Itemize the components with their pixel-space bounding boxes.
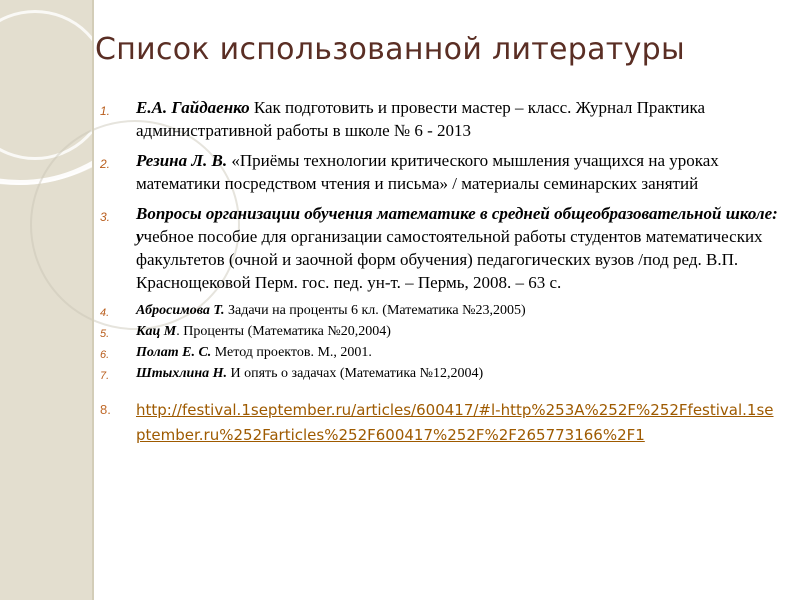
reference-number: 2.	[100, 157, 111, 171]
reference-author: Резина Л. В.	[136, 151, 228, 170]
reference-text: чебное пособие для организации самостоятельной работы студентов математических факультетов (очной и заочной форм обучения) педагогических вузов /под ред. В.П. Краснощековой Перм. гос. пед. ун-т. – Пермь, 2008. – 63 с.	[136, 227, 763, 292]
reference-link[interactable]: http://festival.1september.ru/articles/600417/#l-http%253A%252F%252Ffestival.1september.ru%252Farticles%252F600417%252F%2F265773166%2F1	[136, 401, 774, 444]
reference-number: 3.	[100, 210, 111, 224]
reference-author: Кац М	[136, 324, 177, 339]
decorative-vertical-line	[92, 0, 94, 600]
reference-number: 5.	[100, 328, 110, 340]
reference-item	[100, 96, 780, 142]
slide-title: Список использованной литературы	[95, 32, 685, 67]
reference-text: «Приёмы технологии критического мышления учащихся на уроках математики посредством чтения и письма» / материалы семинарских занятий	[136, 151, 719, 193]
reference-item	[100, 202, 780, 294]
reference-author: Полат Е. С.	[136, 345, 212, 360]
reference-text: Как подготовить и провести мастер – класс. Журнал Практика административной работы в школе № 6 - 2013	[136, 98, 705, 140]
reference-number: 8.	[100, 402, 111, 417]
reference-item	[100, 364, 780, 384]
reference-list	[100, 96, 780, 448]
reference-text: И опять о задачах (Математика №12,2004)	[227, 366, 484, 381]
reference-item	[100, 301, 780, 321]
reference-number: 6.	[100, 349, 110, 361]
reference-author: Е.А. Гайдаенко	[136, 98, 250, 117]
reference-number: 7.	[100, 370, 110, 382]
reference-item-link	[100, 398, 780, 448]
reference-author: Вопросы организации обучения математике в средней общеобразовательной школе: у	[136, 204, 778, 246]
reference-author: Штыхлина Н.	[136, 366, 227, 381]
reference-text: . Проценты (Математика №20,2004)	[176, 324, 391, 339]
reference-item	[100, 322, 780, 342]
reference-author: Абросимова Т.	[136, 303, 225, 318]
reference-text: Задачи на проценты 6 кл. (Математика №23,2005)	[224, 303, 526, 318]
reference-item	[100, 343, 780, 363]
reference-text: Метод проектов. М., 2001.	[211, 345, 372, 360]
reference-item	[100, 149, 780, 195]
reference-number: 1.	[100, 104, 111, 118]
reference-number: 4.	[100, 307, 110, 319]
